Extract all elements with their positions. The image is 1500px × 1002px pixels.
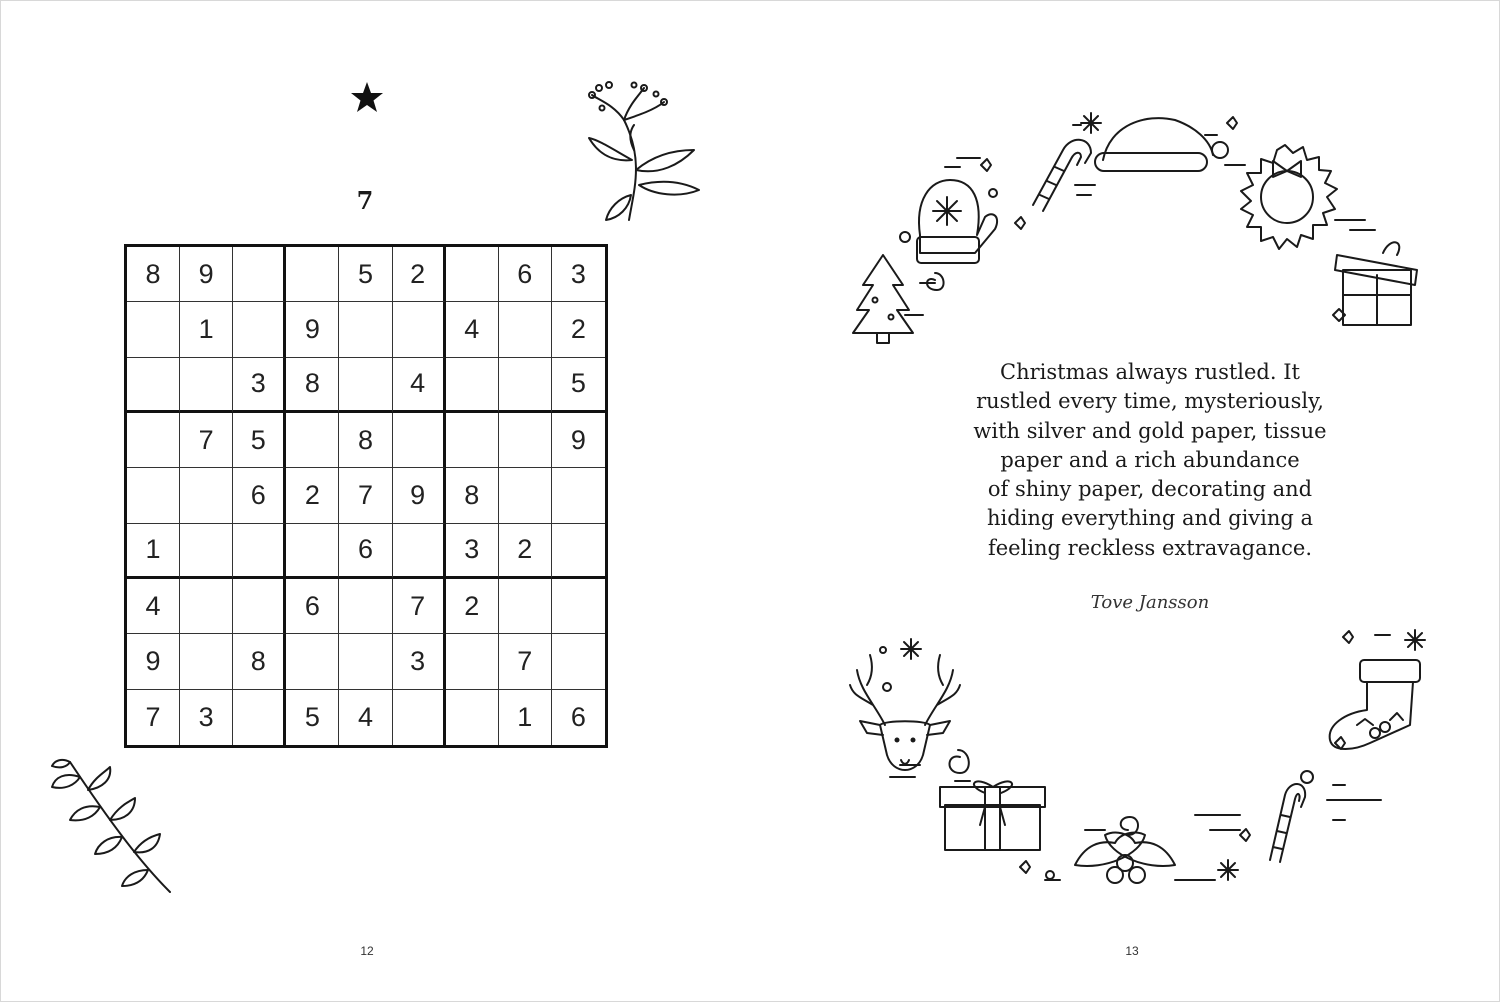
sudoku-cell (127, 302, 180, 357)
leaf-branch-icon (40, 752, 180, 900)
sudoku-cell: 8 (339, 413, 392, 468)
sudoku-cell: 7 (339, 468, 392, 523)
sudoku-cell (180, 468, 233, 523)
sudoku-cell: 3 (233, 358, 286, 413)
sudoku-cell (180, 524, 233, 579)
sudoku-cell (446, 690, 499, 745)
sudoku-cell: 9 (127, 634, 180, 689)
sudoku-cell (180, 634, 233, 689)
sudoku-cell: 2 (286, 468, 339, 523)
sudoku-cell (552, 579, 605, 634)
sudoku-grid (124, 244, 608, 748)
sudoku-cell: 5 (286, 690, 339, 745)
quote-line: rustled every time, mysteriously, (976, 389, 1324, 414)
sudoku-cell: 8 (446, 468, 499, 523)
quote-line: feeling reckless extravagance. (987, 535, 1313, 560)
sudoku-cell (233, 690, 286, 745)
sudoku-cell (393, 690, 446, 745)
sudoku-cell: 9 (552, 413, 605, 468)
sudoku-cell (180, 579, 233, 634)
sudoku-cell: 9 (393, 468, 446, 523)
sudoku-cell (339, 579, 392, 634)
sudoku-cell (286, 524, 339, 579)
sudoku-cell: 2 (552, 302, 605, 357)
star-icon (350, 80, 384, 114)
sudoku-cell (446, 247, 499, 302)
quote-line: with silver and gold paper, tissue (973, 418, 1327, 443)
sudoku-cell (499, 579, 552, 634)
christmas-ornament-arc-top (845, 105, 1435, 350)
christmas-tree-icon (853, 255, 913, 343)
sudoku-cell: 9 (180, 247, 233, 302)
sudoku-cell (339, 634, 392, 689)
sudoku-cell: 6 (570, 701, 586, 732)
sudoku-cell (499, 302, 552, 357)
sudoku-cell (393, 302, 446, 357)
quote-line: paper and a rich abundance (1000, 447, 1300, 472)
gift-box-icon (1335, 242, 1417, 325)
sudoku-cell (286, 413, 339, 468)
sudoku-cell: 5 (339, 247, 392, 302)
sudoku-cell: 7 (180, 413, 233, 468)
sudoku-cell (127, 468, 180, 523)
sudoku-cell (233, 247, 286, 302)
sudoku-cell: 6 (233, 468, 286, 523)
sudoku-cell (552, 468, 605, 523)
sudoku-cell (286, 247, 339, 302)
sudoku-cell (446, 358, 499, 413)
sudoku-cell: 7 (393, 579, 446, 634)
sudoku-cell (339, 302, 392, 357)
candy-cane-icon (1270, 784, 1305, 862)
sudoku-cell: 3 (393, 634, 446, 689)
sudoku-cell: 4 (339, 690, 392, 745)
snowflake-icon (1081, 113, 1101, 133)
sudoku-cell (552, 524, 605, 579)
sudoku-cell (552, 634, 605, 689)
sudoku-cell: 3 (552, 247, 605, 302)
sudoku-cell: 7 (127, 690, 180, 745)
page-number: 13 (1125, 944, 1139, 958)
sudoku-cell: 1 (180, 302, 233, 357)
holly-icon (1075, 817, 1175, 883)
sudoku-cell (233, 524, 286, 579)
wreath-icon (1241, 145, 1337, 249)
sudoku-cell (499, 468, 552, 523)
sudoku-cell (499, 413, 552, 468)
sudoku-cell: 6 (339, 524, 392, 579)
candy-cane-icon (1033, 140, 1091, 211)
sudoku-cell: 3 (180, 690, 233, 745)
sudoku-cell: 2 (499, 524, 552, 579)
sudoku-cell: 7 (499, 634, 552, 689)
sudoku-cell: 6 (286, 579, 339, 634)
quote-line: Christmas always rustled. It (1000, 360, 1300, 384)
page-number: 12 (360, 944, 374, 958)
berry-sprig-icon (584, 80, 709, 225)
sudoku-cell: 4 (446, 302, 499, 357)
sudoku-cell: 8 (286, 358, 339, 413)
sudoku-cell (393, 413, 446, 468)
quote-text (930, 358, 1370, 563)
sudoku-cell: 8 (233, 634, 286, 689)
sudoku-cell: 9 (286, 302, 339, 357)
sudoku-cell: 3 (446, 524, 499, 579)
sudoku-cell (127, 358, 180, 413)
quote-author: Tove Jansson (1090, 592, 1210, 613)
sudoku-cell: 2 (393, 247, 446, 302)
snowflake-icon (901, 630, 1425, 880)
mitten-icon (917, 180, 997, 263)
sudoku-cell: 5 (552, 358, 605, 413)
santa-hat-icon (1095, 118, 1228, 171)
sudoku-cell (446, 413, 499, 468)
sudoku-cell: 4 (127, 579, 180, 634)
puzzle-number: 7 (356, 186, 374, 215)
sudoku-cell (393, 524, 446, 579)
sudoku-cell (446, 634, 499, 689)
quote-line: of shiny paper, decorating and (987, 477, 1313, 502)
sudoku-cell: 2 (446, 579, 499, 634)
sudoku-cell (233, 302, 286, 357)
gift-box-icon (940, 781, 1045, 850)
sudoku-cell: 6 (499, 247, 552, 302)
sudoku-cell (339, 358, 392, 413)
sudoku-cell: 1 (499, 690, 552, 745)
sudoku-cell (499, 358, 552, 413)
sudoku-cell: 8 (127, 247, 180, 302)
sudoku-cell (233, 579, 286, 634)
reindeer-icon (850, 655, 960, 770)
sudoku-cell: 4 (393, 358, 446, 413)
sudoku-cell (127, 413, 180, 468)
sudoku-cell (180, 358, 233, 413)
stocking-icon (1330, 660, 1420, 749)
christmas-ornament-arc-bottom (845, 625, 1435, 905)
sudoku-cell: 5 (233, 413, 286, 468)
sudoku-cell (286, 634, 339, 689)
sudoku-cell: 1 (127, 524, 180, 579)
quote-line: hiding everything and giving a (986, 506, 1314, 531)
